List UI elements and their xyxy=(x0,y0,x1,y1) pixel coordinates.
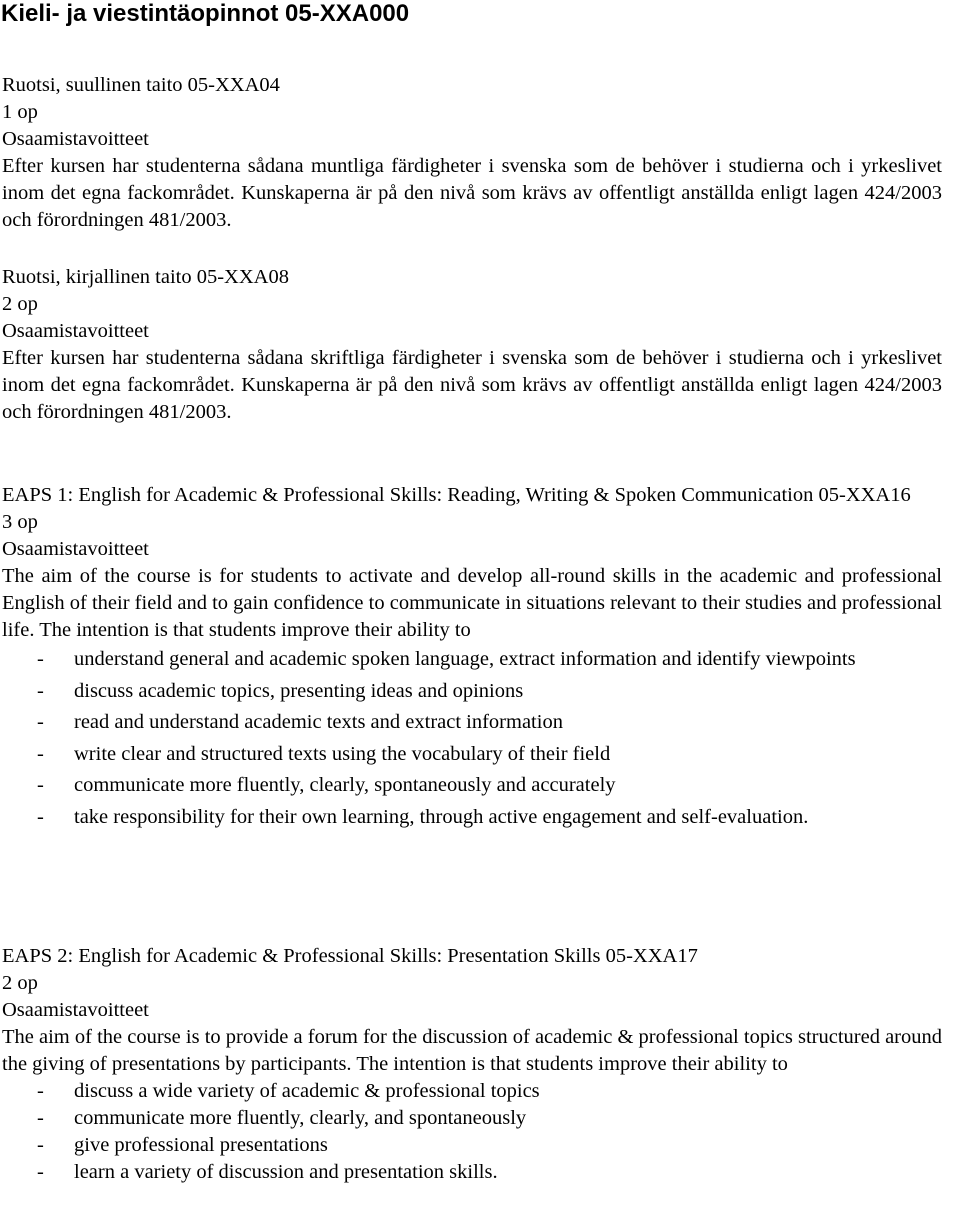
course-description: The aim of the course is for students to activate and develop all-round skills in the academic and professional English of their field and to gain confidence to communicate in situations relevant to their studies and professional life. The intention is that students improve their ability to xyxy=(2,565,942,641)
course-description: Efter kursen har studenterna sådana skriftliga färdigheter i svenska som de behöver i studierna och i yrkeslivet inom det egna fackområdet. Kunskaperna är på den nivå som krävs av offentligt anställda enligt lagen 424/2003 och förordningen 481/2003. xyxy=(2,347,942,423)
course-credits: 1 op xyxy=(2,101,38,123)
course-name: EAPS 1: English for Academic & Professional Skills: Reading, Writing & Spoken Communication 05-XXA16 xyxy=(2,484,911,506)
document-title: Kieli- ja viestintäopinnot 05-XXA000 xyxy=(1,0,410,27)
objectives-list xyxy=(2,1078,942,1186)
course-swedish-oral xyxy=(2,72,942,234)
course-credits: 3 op xyxy=(2,511,38,533)
objectives-label: Osaamistavoitteet xyxy=(2,999,149,1021)
list-item: - write clear and structured texts using the vocabulary of their field xyxy=(2,739,942,771)
course-eaps-1 xyxy=(2,482,942,833)
course-description: The aim of the course is to provide a forum for the discussion of academic & professional topics structured around the giving of presentations by participants. The intention is that students improve their ability to xyxy=(2,1026,942,1075)
list-item: - learn a variety of discussion and presentation skills. xyxy=(2,1159,942,1186)
course-name: Ruotsi, kirjallinen taito 05-XXA08 xyxy=(2,266,289,288)
list-item: - discuss a wide variety of academic & professional topics xyxy=(2,1078,942,1105)
objectives-label: Osaamistavoitteet xyxy=(2,320,149,342)
course-description: Efter kursen har studenterna sådana muntliga färdigheter i svenska som de behöver i studierna och i yrkeslivet inom det egna fackområdet. Kunskaperna är på den nivå som krävs av offentligt anställda enligt lagen 424/2003 och förordningen 481/2003. xyxy=(2,155,942,231)
list-item: - discuss academic topics, presenting ideas and opinions xyxy=(2,676,942,708)
course-credits: 2 op xyxy=(2,972,38,994)
list-item: - take responsibility for their own learning, through active engagement and self-evaluation. xyxy=(2,802,942,834)
course-eaps-2 xyxy=(2,943,942,1186)
objectives-label: Osaamistavoitteet xyxy=(2,128,149,150)
course-name: EAPS 2: English for Academic & Professional Skills: Presentation Skills 05-XXA17 xyxy=(2,945,698,967)
list-item: - understand general and academic spoken language, extract information and identify viewpoints xyxy=(2,644,942,676)
course-name: Ruotsi, suullinen taito 05-XXA04 xyxy=(2,74,280,96)
objectives-label: Osaamistavoitteet xyxy=(2,538,149,560)
list-item: - read and understand academic texts and extract information xyxy=(2,707,942,739)
objectives-list xyxy=(2,644,942,833)
list-item: - give professional presentations xyxy=(2,1132,942,1159)
course-credits: 2 op xyxy=(2,293,38,315)
course-swedish-written xyxy=(2,264,942,426)
list-item: - communicate more fluently, clearly, and spontaneously xyxy=(2,1105,942,1132)
list-item: - communicate more fluently, clearly, spontaneously and accurately xyxy=(2,770,942,802)
